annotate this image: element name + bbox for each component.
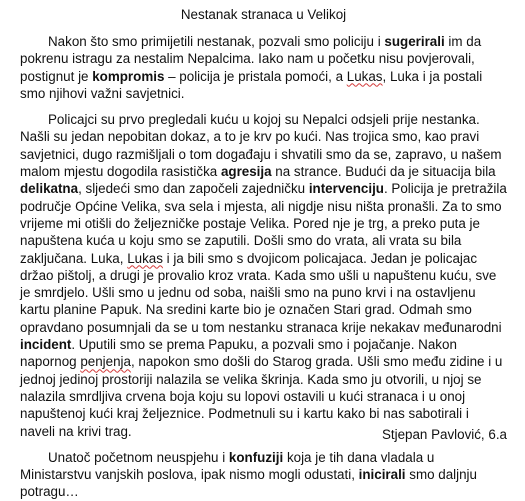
- bold-term: kompromis: [92, 68, 165, 84]
- bold-term: konfuziji: [228, 449, 284, 465]
- text-run: – policija je pristala pomoći, a: [164, 68, 347, 84]
- bold-term: intervenciju: [308, 181, 384, 197]
- document-title: Nestanak stranaca u Velikoj: [180, 7, 347, 22]
- bold-term: incident: [20, 337, 72, 353]
- bold-term: inicirali: [358, 467, 406, 483]
- text-run: smo daljnju potragu…: [20, 467, 477, 500]
- spellcheck-flagged-word: Lukas: [346, 68, 383, 84]
- paragraph-1: [20, 33, 507, 102]
- spellcheck-flagged-word: penjenja: [80, 354, 131, 370]
- text-run: . Policija je pretražila područje Općine Velika, sva sela i mjesta, ali nigdje nisu ništa pronašli. Za to smo vrijeme mi otišli do željezničke postaje Velika. Pored nje je trg, a preko puta je napuštena kuća u koju smo se zaputili. Došli smo do vrata, ali vrata su bila zaključana. Luka,: [20, 181, 507, 266]
- text-run: , sljedeći smo dan započeli zajedničku: [78, 181, 309, 197]
- text-run: na strance. Budući da je situacija bila: [271, 164, 496, 180]
- bold-term: agresija: [220, 164, 272, 180]
- spellcheck-flagged-word: Lukas: [127, 250, 163, 266]
- bold-term: sugerirali: [384, 34, 445, 49]
- text-run: , napokon smo došli do Starog grada. Ušli smo među zidine i u jednoj jedinoj prostoriji nalazila se velika škrinja. Kada smo ju otvorili, u njoj se nalazila smrdljiva crvena boja koju su lopovi ostavili u kući stranaca i u onoj napuštenoj kući kraj željeznice. Podmetnuli su i kartu kako bi nas sabotirali i naveli na krivi trag.: [20, 354, 503, 439]
- text-run: . Uputili smo se prema Papuku, a pozvali smo i pojačanje. Nakon napornog: [20, 337, 457, 370]
- bold-term: delikatna: [20, 181, 79, 197]
- text-run: Policajci su prvo pregledali kuću u kojoj su Nepalci odsjeli prije nestanka. Našli su jedan nepobitan dokaz, a to je krv po kući. Nas trojica smo, kao pravi savjetnici, dugo razmišljali o tom događaju i shvatili smo da se, zapravo, u našem malom mjestu dogodila rasistička: [20, 112, 502, 180]
- text-run: , Luka i ja postali smo njihovi važni savjetnici.: [20, 68, 483, 101]
- paragraph-2: [20, 111, 507, 440]
- text-run: koja je tih dana vladala u Ministarstvu vanjskih poslova, ipak nismo mogli odustati,: [20, 449, 435, 483]
- author-signature: Stjepan Pavlović, 6.a: [381, 427, 507, 442]
- text-run: Nakon što smo primijetili nestanak, pozvali smo policiju i: [48, 34, 385, 49]
- text-run: Unatoč početnom neuspjehu i: [48, 449, 229, 465]
- text-run: i ja bili smo s dvojicom policajaca. Jedan je policajac držao pištolj, a drugi je provalio kroz vrata. Kada smo ušli u napuštenu kuću, sve je smrdjelo. Ušli smo u jednu od soba, naišli smo na puno krvi i na ostavljenu kartu planine Papuk. Na sredini karte bio je označen Stari grad. Odmah smo opravdano posumnjali da se u tom nestanku stranaca krije nekakav međunarodni: [20, 250, 502, 335]
- text-run: im da pokrenu istragu za nestalim Nepalcima. Iako nam u početku nisu povjerovali, postignut je: [20, 34, 482, 84]
- paragraph-3: [20, 449, 507, 501]
